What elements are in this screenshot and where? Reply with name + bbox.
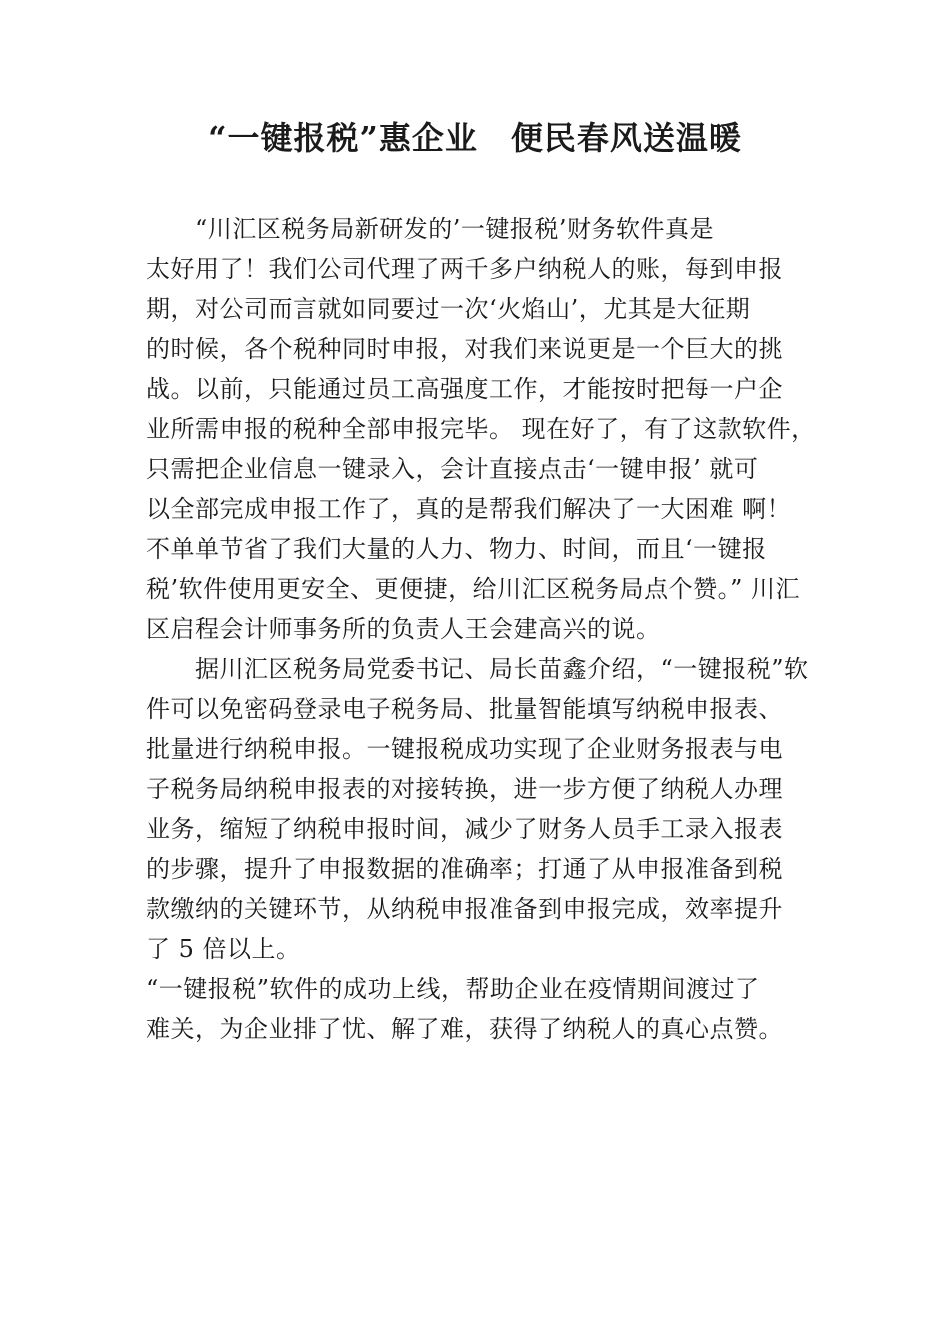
body-line: 批量进行纳税申报。一键报税成功实现了企业财务报表与电 xyxy=(146,735,783,763)
body-line: 的步骤，提升了申报数据的准确率；打通了从申报准备到税 xyxy=(146,855,783,883)
body-line: “一键报税”软件的成功上线，帮助企业在疫情期间渡过了 xyxy=(146,975,760,1003)
body-line: 难关，为企业排了忧、解了难，获得了纳税人的真心点赞。 xyxy=(146,1015,783,1043)
body-line: 以全部完成申报工作了，真的是帮我们解决了一大困难 啊！ xyxy=(146,495,792,523)
body-line: 据川汇区税务局党委书记、局长苗鑫介绍，“一键报税”软 xyxy=(146,655,809,683)
body-line: “川汇区税务局新研发的’一键报税’财务软件真是 xyxy=(146,215,715,243)
article-title: “一键报税”惠企业 便民春风送温暖 xyxy=(208,119,742,157)
body-line: 区启程会计师事务所的负责人王会建高兴的说。 xyxy=(146,615,661,643)
body-line: 业务，缩短了纳税申报时间，减少了财务人员手工录入报表 xyxy=(146,815,783,843)
body-line: 不单单节省了我们大量的人力、物力、时间，而且‘一键报 xyxy=(146,535,767,563)
body-line: 子税务局纳税申报表的对接转换，进一步方便了纳税人办理 xyxy=(146,775,783,803)
body-line: 太好用了！我们公司代理了两千多户纳税人的账，每到申报 xyxy=(146,255,783,283)
body-line: 战。以前，只能通过员工高强度工作，才能按时把每一户企 xyxy=(146,375,783,403)
body-line: 款缴纳的关键环节，从纳税申报准备到申报完成，效率提升 xyxy=(146,895,783,923)
body-line: 的时候，各个税种同时申报，对我们来说更是一个巨大的挑 xyxy=(146,335,783,363)
body-line: 了 5 倍以上。 xyxy=(146,935,301,963)
body-line: 期，对公司而言就如同要过一次‘火焰山’，尤其是大征期 xyxy=(146,295,751,323)
body-line: 件可以免密码登录电子税务局、批量智能填写纳税申报表、 xyxy=(146,695,783,723)
body-line: 税’软件使用更安全、更便捷，给川汇区税务局点个赞。” 川汇 xyxy=(146,575,801,603)
body-line: 业所需申报的税种全部申报完毕。 现在好了，有了这款软件， xyxy=(146,415,816,443)
body-line: 只需把企业信息一键录入，会计直接点击‘一键申报’ 就可 xyxy=(146,455,759,483)
